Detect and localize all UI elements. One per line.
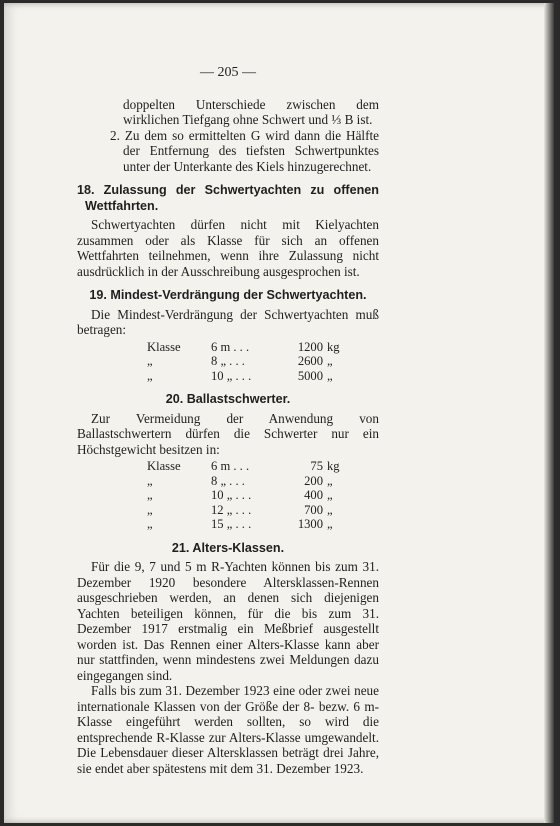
weight-unit: kg (327, 339, 340, 354)
book-page (4, 3, 554, 823)
table-row (147, 369, 344, 384)
class-label: „ (147, 502, 153, 517)
weight-value: 2600 (297, 354, 323, 368)
weight-value: 75 (310, 459, 323, 473)
table-row (147, 488, 344, 503)
weight-unit: „ (327, 354, 333, 368)
weight-unit: „ (327, 488, 333, 502)
section-19-text: Die Mindest-Verdrängung der Schwertyachten muß betragen: (77, 306, 379, 337)
page-gutter-shadow (544, 3, 554, 823)
class-size: 12 „ . . . (211, 502, 252, 517)
weight-unit: „ (327, 368, 333, 383)
class-label: „ (147, 354, 153, 368)
class-size: 6 m . . . (211, 459, 250, 473)
section-20-text: Zur Vermeidung der Anwendung von Ballastschwertern dürfen die Schwerter nur ein Höchstgewicht besitzen in: (77, 410, 379, 457)
section-21-paragraph-1: Für die 9, 7 und 5 m R-Yachten können bis zum 31. Dezember 1920 besondere Altersklassen-Rennen ausgeschrieben werden, an denen sich diejenigen Yachten beteiligen können, für die bis zum 31. Dezember 1917 erstmalig ein Meßbrief ausgestellt worden ist. Das Rennen einer Alters-Klasse kann aber nur stattfinden, wenn mindestens zwei Meldungen dazu eingegangen sind. (77, 559, 379, 683)
weight-value: 1200 (297, 339, 323, 354)
table-row (147, 340, 344, 355)
class-label: „ (147, 517, 153, 531)
class-label: „ (147, 488, 153, 502)
class-label: „ (147, 473, 153, 488)
section-19-heading: 19. Mindest-Verdrängung der Schwertyachten. (89, 288, 367, 302)
section-20-heading: 20. Ballastschwerter. (165, 392, 291, 406)
weight-value: 200 (304, 473, 323, 488)
table-row (147, 517, 344, 532)
weight-unit: kg (327, 459, 340, 473)
table-row (147, 459, 344, 474)
class-label: Klasse (147, 339, 181, 354)
table-row (147, 474, 344, 489)
class-size: 8 „ . . . (211, 473, 245, 488)
section-18-heading: 18. Zulassung der Schwertyachten zu offenen Wettfahrten. (77, 183, 379, 213)
class-label: „ (147, 368, 153, 383)
table-row (147, 354, 344, 369)
class-size: 15 „ . . . (211, 517, 252, 531)
weight-unit: „ (327, 517, 333, 531)
class-size: 10 „ . . . (211, 488, 252, 502)
page-content (77, 65, 379, 776)
section-18-text: Schwertyachten dürfen nicht mit Kielyachten zusammen oder als Klasse für sich an offenen Wettfahrten teilnehmen, wenn ihre Zulassung nicht ausdrücklich in der Ausschreibung ausgesprochen ist. (77, 217, 379, 279)
weight-value: 5000 (297, 368, 323, 383)
list-item-2: 2. Zu dem so ermittelten G wird dann die Hälfte der Entfernung des tiefsten Schwertpunktes unter der Unterkante des Kiels hinzugerechnet. (110, 127, 379, 174)
ballast-table (147, 459, 344, 532)
displacement-table (147, 340, 344, 384)
class-size: 8 „ . . . (211, 354, 245, 368)
continued-text: doppelten Unterschiede zwischen dem wirklichen Tiefgang ohne Schwert und ⅓ B ist. (123, 96, 379, 127)
class-size: 6 m . . . (211, 339, 250, 354)
weight-unit: „ (327, 473, 333, 488)
weight-value: 700 (304, 502, 323, 517)
weight-value: 400 (304, 488, 323, 502)
table-row (147, 503, 344, 518)
page-number: — 205 — (200, 65, 256, 80)
class-label: Klasse (147, 459, 181, 473)
class-size: 10 „ . . . (211, 368, 252, 383)
section-21-paragraph-2: Falls bis zum 31. Dezember 1923 eine oder zwei neue internationale Klassen von der Größe der 8- bezw. 6 m-Klasse eingeführt werden sollten, so wird die entsprechende R-Klasse zur Alters-Klasse umgewandelt. Die Lebensdauer dieser Altersklassen beträgt drei Jahre, sie endet aber spätestens mit dem 31. Dezember 1923. (77, 683, 379, 776)
weight-value: 1300 (297, 517, 323, 531)
section-21-heading: 21. Alters-Klassen. (171, 540, 285, 555)
weight-unit: „ (327, 502, 333, 517)
